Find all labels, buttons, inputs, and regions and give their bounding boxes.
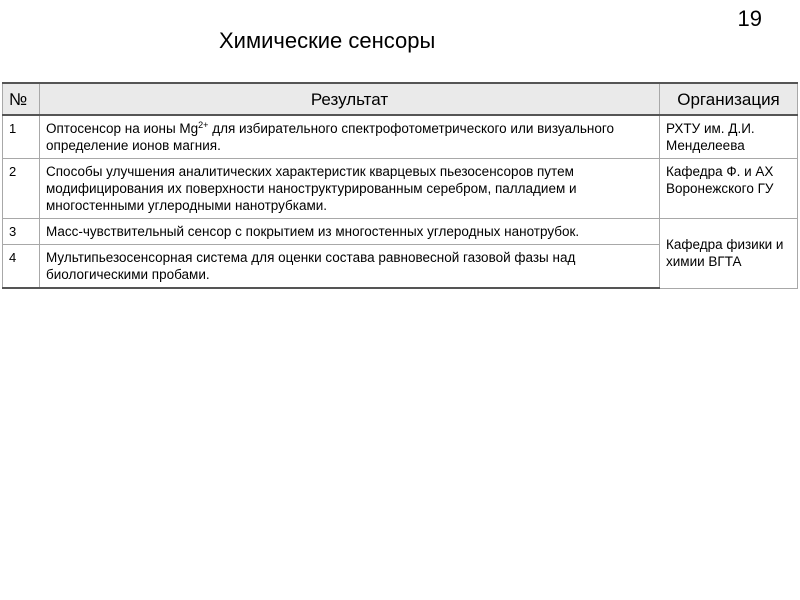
header-organization: Организация (660, 83, 798, 115)
slide-title: Химические сенсоры (219, 28, 436, 53)
result-text-part: Оптосенсор на ионы Mg (46, 121, 199, 136)
row-organization: Кафедра физики и химии ВГТА (660, 219, 798, 289)
row-organization: РХТУ им. Д.И. Менделеева (660, 115, 798, 159)
row-num: 4 (3, 245, 40, 289)
table-row (3, 159, 798, 219)
header-num: № (3, 83, 40, 115)
row-result: Масс-чувствительный сенсор с покрытием из многостенных углеродных нанотрубок. (40, 219, 660, 245)
row-result (40, 115, 660, 159)
row-num: 2 (3, 159, 40, 219)
row-result: Мультипьезосенсорная система для оценки состава равновесной газовой фазы над биологическими пробами. (40, 245, 660, 289)
header-result: Результат (40, 83, 660, 115)
table-row (3, 219, 798, 245)
row-organization: Кафедра Ф. и АХ Воронежского ГУ (660, 159, 798, 219)
table-header-row (3, 83, 798, 115)
charge-superscript: 2+ (198, 120, 209, 130)
row-num: 3 (3, 219, 40, 245)
table-row (3, 115, 798, 159)
row-result: Способы улучшения аналитических характеристик кварцевых пьезосенсоров путем модифицирования их поверхности наноструктурированным серебром, палладием и многостенными углеродными нанотрубками. (40, 159, 660, 219)
row-num: 1 (3, 115, 40, 159)
results-table (2, 82, 798, 289)
result-text-part: для избирательного спектрофотометрического или визуального определение ионов магния. (46, 121, 615, 153)
page-number: 19 (737, 6, 762, 31)
